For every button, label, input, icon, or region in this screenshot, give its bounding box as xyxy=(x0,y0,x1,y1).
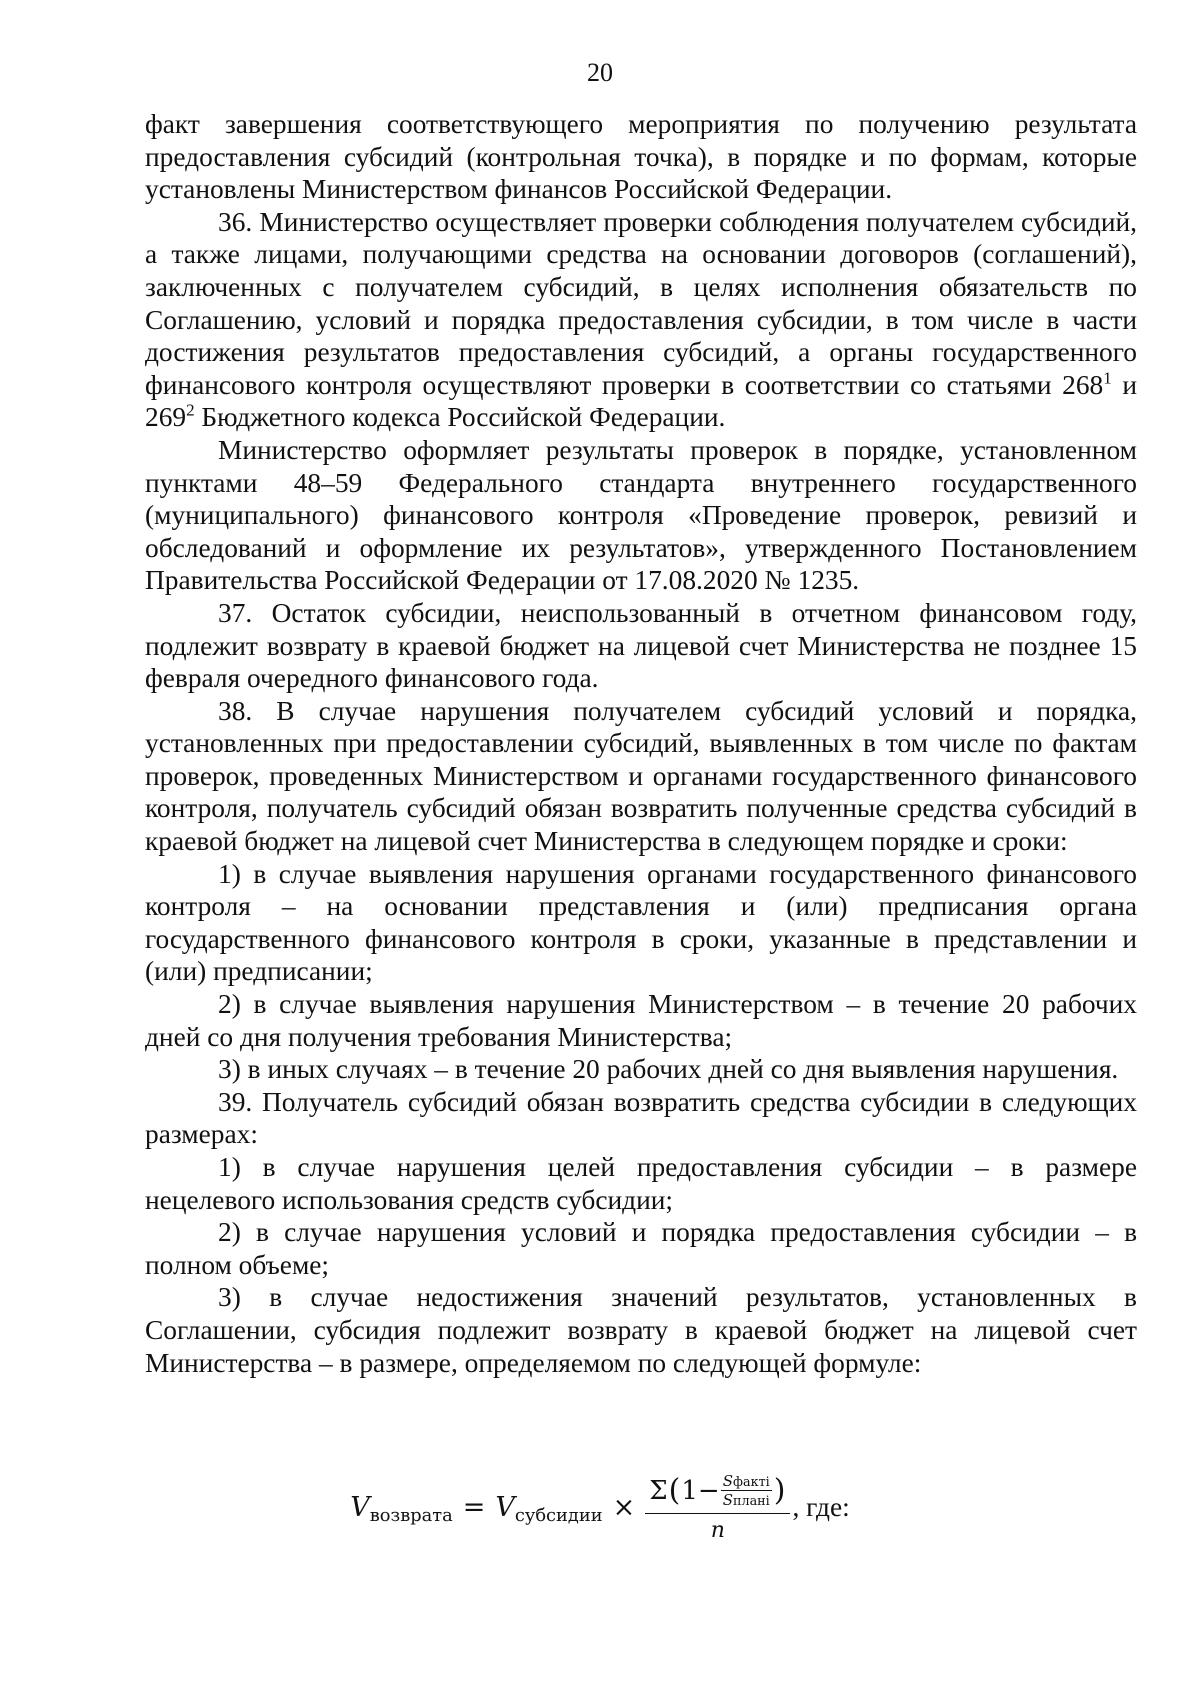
paragraph-39: 39. Получатель субсидий обязан возвратить средства субсидии в следующих размерах: xyxy=(145,1086,1137,1150)
formula-s-plan-subscript: план xyxy=(732,1494,766,1509)
paragraph-36-text-middle: и 269 xyxy=(145,369,1137,433)
paragraph-38-item-2: 2) в случае выявления нарушения Министерством – в течение 20 рабочих дней со дня получения требования Министерства; xyxy=(145,989,1137,1052)
paragraph-38-item-3: 3) в иных случаях – в течение 20 рабочих дней со дня выявления нарушения. xyxy=(218,1054,1119,1085)
formula-rhs-subscript: субсидии xyxy=(514,1505,603,1527)
formula-tail: , где: xyxy=(792,1492,850,1522)
formula-equals: = xyxy=(462,1492,486,1523)
formula-s-fact-index: i xyxy=(765,1475,770,1490)
paragraph-39-item-1: 1) в случае нарушения целей предоставления субсидии – в размере нецелевого использования средств субсидии; xyxy=(145,1152,1137,1215)
formula-s-plan-variable: S xyxy=(722,1491,733,1509)
formula-sigma: Σ xyxy=(649,1475,668,1506)
paragraph-38: 38. В случае нарушения получателем субсидий условий и порядка, установленных при предоставлении субсидий, выявленных в том числе по фактам проверок, проведенных Министерством и органами государственного финансового контроля, получатель субсидий обязан возвратить полученные средства субсидий в краевой бюджет на лицевой счет Министерства в следующем порядке и сроки: xyxy=(145,695,1137,857)
formula-s-fact-subscript: факт xyxy=(733,1475,766,1490)
formula-numerator xyxy=(645,1472,790,1513)
article-268-superscript: 1 xyxy=(1103,368,1112,388)
formula-ratio-numerator xyxy=(721,1472,772,1490)
formula-main-fraction xyxy=(645,1472,790,1543)
paragraph-36 xyxy=(145,206,1137,434)
formula-lhs-variable: V xyxy=(350,1492,370,1523)
paragraph-continuation: факт завершения соответствующего мероприятия по получению результата предоставления субсидий (контрольная точка), в порядке и по формам, которые установлены Министерством финансов Российской Федерации. xyxy=(145,109,1137,205)
paragraph-36-text: 36. Министерство осуществляет проверки соблюдения получателем субсидий, а также лицами, получающими средства на основании договоров (соглашений), заключенных с получателем субсидий, в целях исполнения обязательств по Соглашению, условий и порядка предоставления субсидии, в том числе в части достижения результатов предоставления субсидий, а органы государственного финансового контроля осуществляют проверки в соответствии со статьями 268 xyxy=(145,206,1137,400)
paragraph-37: 37. Остаток субсидии, неиспользованный в отчетном финансовом году, подлежит возврату в краевой бюджет на лицевой счет Министерства не позднее 15 февраля очередного финансового года. xyxy=(145,597,1137,694)
paragraph-36-text-end: Бюджетного кодекса Российской Федерации. xyxy=(194,402,726,433)
page-number: 20 xyxy=(587,58,613,87)
formula-ratio xyxy=(721,1472,772,1509)
formula-open-paren: ( xyxy=(668,1473,681,1508)
article-269-superscript: 2 xyxy=(186,400,195,420)
refund-formula xyxy=(0,1472,1200,1543)
formula-ratio-denominator xyxy=(721,1491,772,1509)
formula-lhs-subscript: возврата xyxy=(369,1505,453,1527)
formula-s-plan-index: i xyxy=(765,1494,770,1509)
formula-denominator: n xyxy=(710,1518,725,1543)
paragraph-39-item-2: 2) в случае нарушения условий и порядка предоставления субсидии – в полном объеме; xyxy=(145,1217,1137,1280)
paragraph-39-item-3: 3) в случае недостижения значений результатов, установленных в Соглашении, субсидия подлежит возврату в краевой бюджет на лицевой счет Министерства – в размере, определяемом по следующей формуле: xyxy=(145,1282,1137,1378)
paragraph-38-item-1: 1) в случае выявления нарушения органами государственного финансового контроля – на основании представления и (или) предписания органа государственного финансового контроля в сроки, указанные в представлении и (или) предписании; xyxy=(145,858,1137,987)
paragraph-inspection-results: Министерство оформляет результаты проверок в порядке, установленном пунктами 48–59 Федерального стандарта внутреннего государственного (муниципального) финансового контроля «Проведение проверок, ревизий и обследований и оформление их результатов», утвержденного Постановлением Правительства Российской Федерации от 17.08.2020 № 1235. xyxy=(145,434,1137,596)
formula-rhs-variable: V xyxy=(495,1492,515,1523)
document-body xyxy=(145,108,1137,1379)
formula-s-fact-variable: S xyxy=(722,1472,734,1490)
formula-times: × xyxy=(612,1492,636,1523)
formula-close-paren: ) xyxy=(773,1473,786,1508)
formula-one-minus: 1− xyxy=(681,1475,720,1506)
